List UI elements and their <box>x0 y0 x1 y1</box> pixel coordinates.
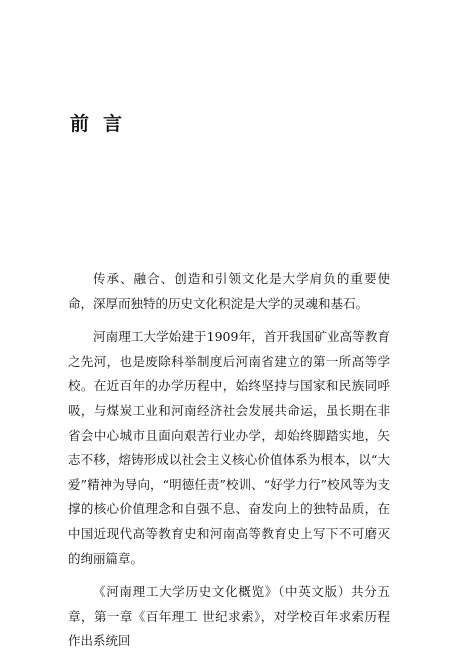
paragraph: 河南理工大学始建于1909年，首开我国矿业高等教育之先河，也是废除科举制度后河南省建立的第一所高等学校。在近百年的办学历程中，始终坚持与国家和民族同呼吸，与煤炭工业和河南经济社会发展共命运，虽长期在非省会中心城市且面向艰苦行业办学，却始终脚踏实地，矢志不移，熔铸形成以社会主义核心价值体系为根本，以“大爱”精神为导向，“明德任责”校训、“好学力行”校风等为支撑的核心价值理念和自强不息、奋发向上的独特品质，在中国近现代高等教育史和河南高等教育史上写下不可磨灭的绚丽篇章。 <box>68 329 390 566</box>
body-text <box>68 267 390 663</box>
paragraph: 传承、融合、创造和引领文化是大学肩负的重要使命，深厚而独特的历史文化积淀是大学的灵魂和基石。 <box>68 271 390 311</box>
page-title: 前言 <box>70 113 137 135</box>
paragraph: 《河南理工大学历史文化概览》（中英文版）共分五章，第一章《百年理工 世纪求索》，对学校百年求索历程作出系统回 <box>68 584 390 649</box>
